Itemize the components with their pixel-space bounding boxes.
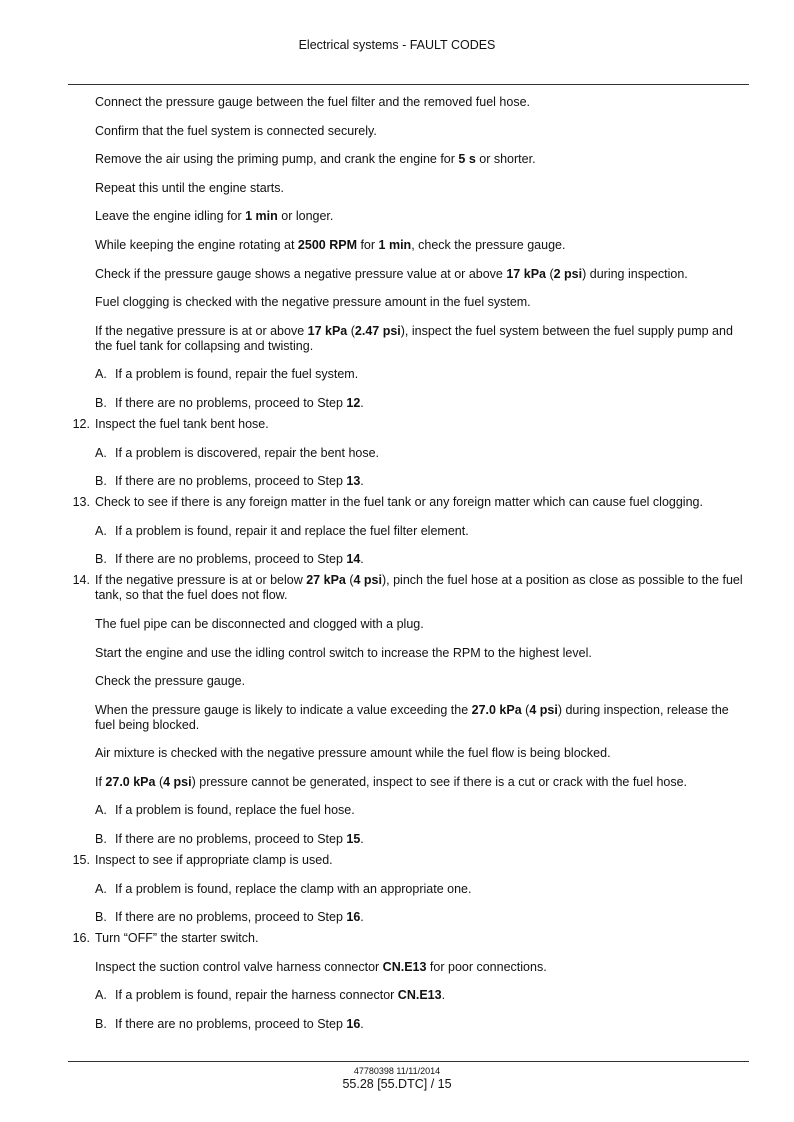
list-item: A. If a problem is found, replace the clamp with an appropriate one. [95, 881, 472, 896]
step-13: 13. Check to see if there is any foreign matter in the fuel tank or any foreign matter which can cause fuel clogging. [72, 495, 703, 510]
list-item: A. If a problem is discovered, repair the bent hose. [95, 445, 380, 460]
paragraph: Leave the engine idling for 1 min or longer. [95, 209, 334, 224]
list-item: A. If a problem is found, replace the fuel hose. [95, 803, 355, 818]
paragraph: Connect the pressure gauge between the fuel filter and the removed fuel hose. [95, 95, 531, 109]
paragraph: If the negative pressure is at or above 17 kPa (2.47 psi), inspect the fuel system between the fuel supply pump and the fuel tank for collapsing and twisting. [95, 323, 733, 353]
paragraph: The fuel pipe can be disconnected and clogged with a plug. [95, 616, 424, 631]
page-header-title: Electrical systems - FAULT CODES [298, 38, 496, 52]
document-body [68, 95, 752, 1046]
document-code: 47780398 11/11/2014 [353, 1066, 441, 1076]
paragraph: Remove the air using the priming pump, and crank the engine for 5 s or shorter. [95, 152, 536, 167]
paragraph: Air mixture is checked with the negative pressure amount while the fuel flow is being blocked. [95, 746, 611, 761]
list-item: B. If there are no problems, proceed to Step 12. [95, 395, 364, 410]
paragraph: If 27.0 kPa (4 psi) pressure cannot be generated, inspect to see if there is a cut or crack with the fuel hose. [95, 774, 688, 789]
footer-divider [68, 1061, 749, 1062]
step-14: 14. If the negative pressure is at or below 27 kPa (4 psi), pinch the fuel hose at a position as close as possible to the fuel tank, so that the fuel does not flow. [72, 573, 743, 603]
step-15: 15. Inspect to see if appropriate clamp is used. [72, 853, 333, 868]
step-12: 12. Inspect the fuel tank bent hose. [72, 416, 269, 431]
page-number: 55.28 [55.DTC] / 15 [342, 1077, 452, 1091]
paragraph: Inspect the suction control valve harness connector CN.E13 for poor connections. [95, 959, 547, 974]
paragraph: Start the engine and use the idling control switch to increase the RPM to the highest level. [95, 645, 592, 660]
paragraph: Check the pressure gauge. [95, 674, 246, 689]
list-item: B. If there are no problems, proceed to Step 16. [95, 1017, 364, 1032]
list-item: A. If a problem is found, repair the harness connector CN.E13. [95, 988, 446, 1003]
list-item: B. If there are no problems, proceed to Step 15. [95, 832, 364, 847]
list-item: B. If there are no problems, proceed to Step 13. [95, 474, 364, 489]
list-item: A. If a problem is found, repair the fuel system. [95, 367, 359, 382]
paragraph: While keeping the engine rotating at 2500 RPM for 1 min, check the pressure gauge. [95, 237, 566, 252]
header-divider [68, 84, 749, 85]
paragraph: Fuel clogging is checked with the negative pressure amount in the fuel system. [95, 295, 531, 310]
step-16: 16. Turn “OFF” the starter switch. [72, 931, 259, 946]
paragraph: Confirm that the fuel system is connected securely. [95, 123, 377, 138]
list-item: B. If there are no problems, proceed to Step 14. [95, 552, 364, 567]
list-item: A. If a problem is found, repair it and replace the fuel filter element. [95, 523, 469, 538]
paragraph: Repeat this until the engine starts. [95, 180, 285, 195]
paragraph: Check if the pressure gauge shows a negative pressure value at or above 17 kPa (2 psi) during inspection. [95, 266, 688, 281]
list-item: B. If there are no problems, proceed to Step 16. [95, 910, 364, 925]
paragraph: When the pressure gauge is likely to indicate a value exceeding the 27.0 kPa (4 psi) during inspection, release the fuel being blocked. [95, 702, 729, 732]
